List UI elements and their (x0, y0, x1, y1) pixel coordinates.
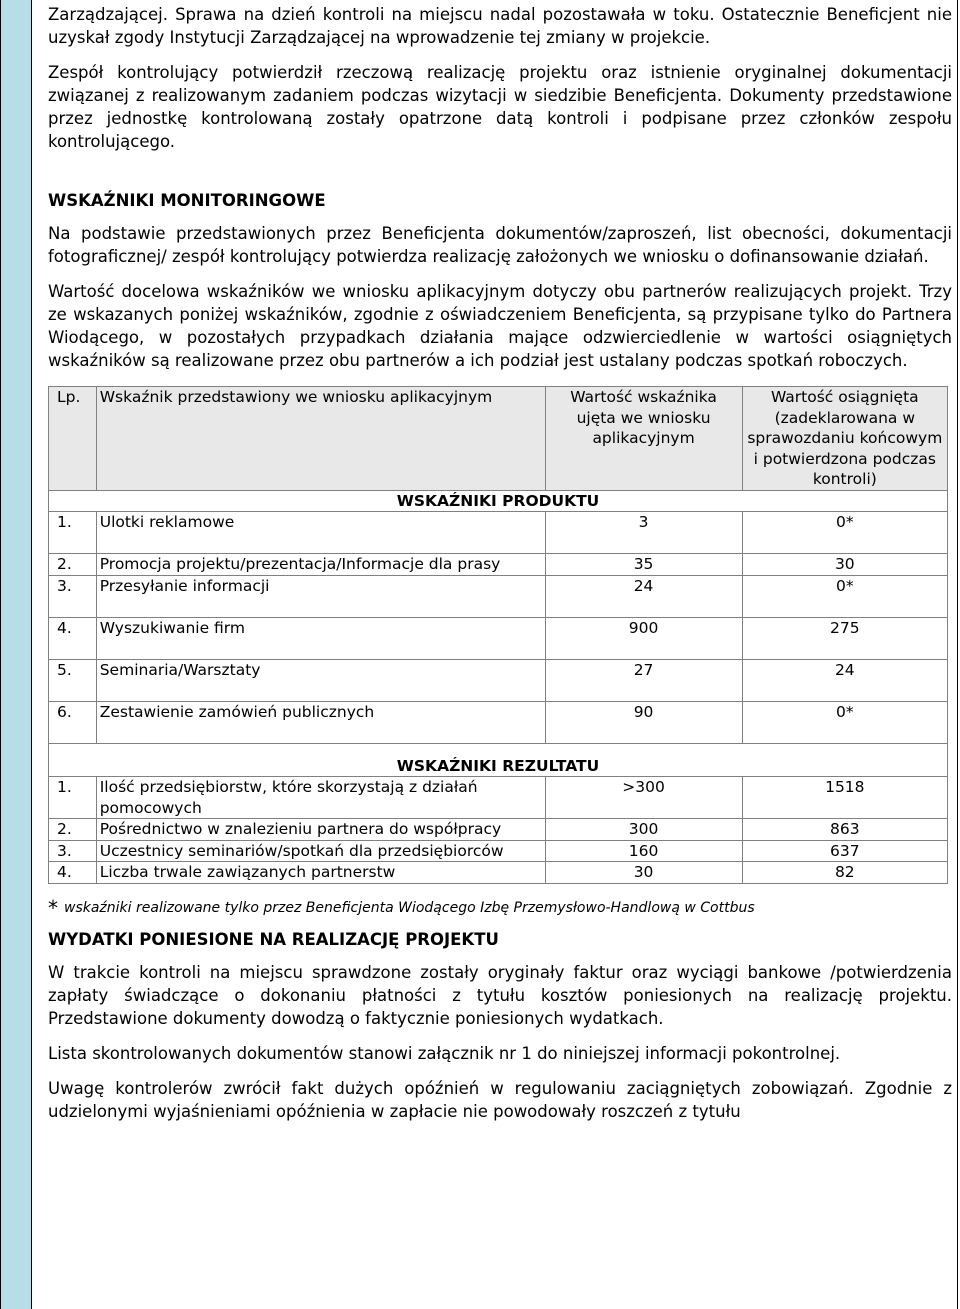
row-achieved-value: 637 (742, 840, 947, 862)
row-achieved-value: 30 (742, 554, 947, 576)
row-planned-value: 3 (545, 512, 742, 554)
row-indicator: Pośrednictwo w znalezieniu partnera do współpracy (96, 819, 545, 841)
row-indicator: Uczestnicy seminariów/spotkań dla przedsiębiorców (96, 840, 545, 862)
row-planned-value: 27 (545, 659, 742, 701)
paragraph-confirmation: Zespół kontrolujący potwierdził rzeczową realizację projektu oraz istnienie oryginalnej dokumentacji związanej z realizowanym zadaniem podczas wizytacji w siedzibie Beneficjenta. Dokumenty przedstawione przez jednostkę kontrolowaną zostały opatrzone datą kontroli i podpisane przez członków zespołu kontrolującego. (48, 63, 952, 151)
row-planned-value: 30 (545, 862, 742, 884)
product-section-title: WSKAŹNIKI PRODUKTU (49, 490, 948, 512)
product-rows (49, 512, 948, 744)
row-lp: 3. (49, 575, 97, 617)
row-achieved-value: 82 (742, 862, 947, 884)
result-section-row (49, 743, 948, 777)
indicators-table (48, 386, 948, 884)
row-achieved-value: 863 (742, 819, 947, 841)
row-planned-value: 160 (545, 840, 742, 862)
product-table-row (49, 554, 948, 576)
row-lp: 4. (49, 617, 97, 659)
row-indicator: Przesyłanie informacji (96, 575, 545, 617)
result-table-row (49, 819, 948, 841)
product-table-row (49, 575, 948, 617)
paragraph-monitoring-1: Na podstawie przedstawionych przez Beneficjenta dokumentów/zaproszeń, list obecności, dokumentacji fotograficznej/ zespół kontrolujący potwierdza realizację założonych we wniosku o dofinansowanie działań. (48, 224, 952, 266)
paragraph-continuation: Zarządzającej. Sprawa na dzień kontroli na miejscu nadal pozostawała w toku. Ostatecznie Beneficjent nie uzyskał zgody Instytucji Zarządzającej na wprowadzenie tej zmiany w projekcie. (48, 5, 952, 47)
row-planned-value: >300 (545, 777, 742, 819)
row-lp: 3. (49, 840, 97, 862)
row-planned-value: 24 (545, 575, 742, 617)
footnote (48, 895, 952, 920)
row-lp: 5. (49, 659, 97, 701)
footnote-text: wskaźniki realizowane tylko przez Beneficjenta Wiodącego Izbę Przemysłowo-Handlową w Cottbus (64, 899, 755, 916)
header-lp: Lp. (49, 387, 97, 491)
header-planned-value: Wartość wskaźnika ujęta we wniosku aplikacyjnym (545, 387, 742, 491)
paragraph-expenses-2: Lista skontrolowanych dokumentów stanowi załącznik nr 1 do niniejszej informacji pokontrolnej. (48, 1043, 841, 1063)
row-planned-value: 900 (545, 617, 742, 659)
row-indicator: Wyszukiwanie firm (96, 617, 545, 659)
row-lp: 4. (49, 862, 97, 884)
row-achieved-value: 1518 (742, 777, 947, 819)
row-indicator: Seminaria/Warsztaty (96, 659, 545, 701)
paragraph-monitoring-2: Wartość docelowa wskaźników we wniosku aplikacyjnym dotyczy obu partnerów realizujących projekt. Trzy ze wskazanych poniżej wskaźników, zgodnie z oświadczeniem Beneficjenta, są przypisane tylko do Partnera Wiodącego, w pozostałych przypadkach działania mające odzwierciedlenie w wartości osiągniętych wskaźników są realizowane przez obu partnerów a ich podział jest ustalany podczas spotkań roboczych. (48, 282, 952, 370)
header-indicator: Wskaźnik przedstawiony we wniosku aplikacyjnym (96, 387, 545, 491)
row-indicator: Liczba trwale zawiązanych partnerstw (96, 862, 545, 884)
product-table-row (49, 617, 948, 659)
result-table-row (49, 840, 948, 862)
row-achieved-value: 0* (742, 512, 947, 554)
row-lp: 1. (49, 512, 97, 554)
header-achieved-value: Wartość osiągnięta (zadeklarowana w sprawozdaniu końcowym i potwierdzona podczas kontroli) (742, 387, 947, 491)
row-achieved-value: 0* (742, 575, 947, 617)
row-achieved-value: 275 (742, 617, 947, 659)
row-achieved-value: 0* (742, 701, 947, 743)
heading-expenses: WYDATKI PONIESIONE NA REALIZACJĘ PROJEKTU (48, 929, 499, 949)
table-header-row (49, 387, 948, 491)
row-indicator: Promocja projektu/prezentacja/Informacje dla prasy (96, 554, 545, 576)
paragraph-expenses-1: W trakcie kontroli na miejscu sprawdzone zostały oryginały faktur oraz wyciągi bankowe /potwierdzenia zapłaty świadczące o dokonaniu płatności z tytułu kosztów poniesionych na realizację projektu. Przedstawione dokumenty dowodzą o faktycznie poniesionych wydatkach. (48, 962, 952, 1028)
paragraph-expenses-3: Uwagę kontrolerów zwrócił fakt dużych opóźnień w regulowaniu zaciągniętych zobowiązań. Zgodnie z udzielonymi wyjaśnieniami opóźnienia w zapłacie nie powodowały roszczeń z tytułu (48, 1078, 952, 1121)
product-table-row (49, 512, 948, 554)
row-planned-value: 300 (545, 819, 742, 841)
product-table-row (49, 701, 948, 743)
row-indicator: Ilość przedsiębiorstw, które skorzystają z działań pomocowych (96, 777, 545, 819)
row-lp: 6. (49, 701, 97, 743)
row-lp: 1. (49, 777, 97, 819)
left-margin-column (1, 0, 32, 1309)
footnote-star: * (48, 895, 58, 920)
result-table-row (49, 862, 948, 884)
row-planned-value: 90 (545, 701, 742, 743)
result-rows (49, 777, 948, 884)
heading-monitoring: WSKAŹNIKI MONITORINGOWE (48, 191, 326, 210)
row-lp: 2. (49, 819, 97, 841)
product-table-row (49, 659, 948, 701)
row-planned-value: 35 (545, 554, 742, 576)
result-table-row (49, 777, 948, 819)
row-indicator: Ulotki reklamowe (96, 512, 545, 554)
result-section-title: WSKAŹNIKI REZULTATU (49, 743, 948, 777)
row-lp: 2. (49, 554, 97, 576)
document-body (48, 3, 952, 1123)
row-achieved-value: 24 (742, 659, 947, 701)
row-indicator: Zestawienie zamówień publicznych (96, 701, 545, 743)
product-section-row (49, 490, 948, 512)
